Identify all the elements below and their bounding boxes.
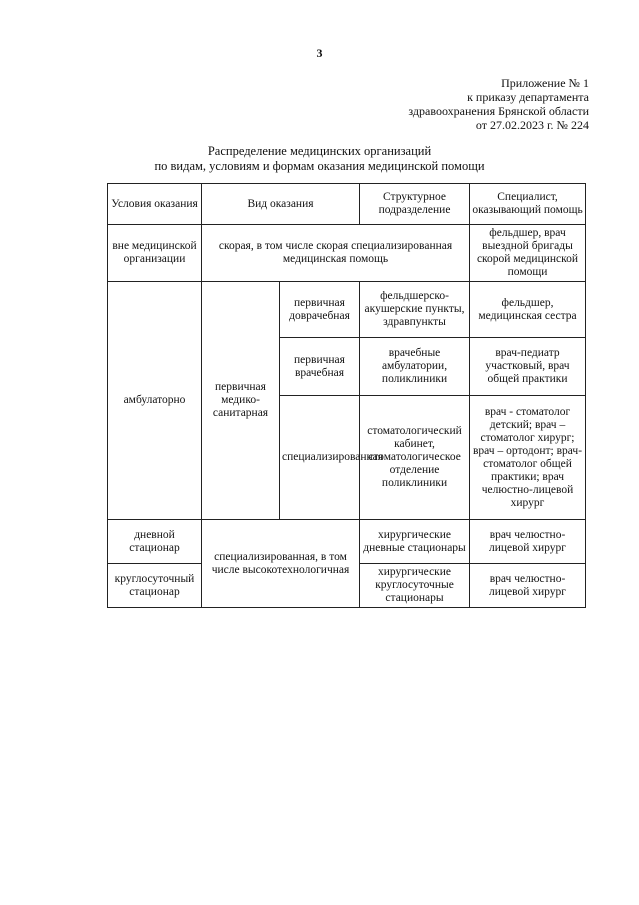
unit-cell: хирургические круглосуточные стационары — [360, 564, 470, 608]
title-line: Распределение медицинских организаций — [207, 144, 432, 158]
specialist-cell: врач челюстно-лицевой хирург — [470, 520, 586, 564]
specialist-cell: врач челюстно-лицевой хирург — [470, 564, 586, 608]
appendix-block — [329, 76, 589, 132]
appendix-line: от 27.02.2023 г. № 224 — [475, 118, 589, 132]
header-conditions: Условия оказания — [108, 184, 202, 225]
specialist-cell: фельдшер, медицинская сестра — [470, 282, 586, 338]
specialist-cell: врач - стоматолог детский; врач – стоматолог хирург; врач – ортодонт; врач-стоматолог общей практики; врач челюстно-лицевой хирург — [470, 396, 586, 520]
condition-cell: амбулаторно — [108, 282, 202, 520]
specialist-cell: врач-педиатр участковый, врач общей практики — [470, 338, 586, 396]
condition-cell: вне медицинской организации — [108, 225, 202, 282]
table-row — [108, 225, 586, 282]
subtype-cell: специализированная — [280, 396, 360, 520]
title-line: по видам, условиям и формам оказания медицинской помощи — [154, 159, 485, 173]
header-unit: Структурное подразделение — [360, 184, 470, 225]
table-row — [108, 282, 586, 338]
appendix-line: Приложение № 1 — [501, 76, 589, 90]
header-specialist: Специалист, оказывающий помощь — [470, 184, 586, 225]
appendix-line: здравоохранения Брянской области — [408, 104, 589, 118]
distribution-table — [107, 183, 586, 608]
unit-cell: врачебные амбулатории, поликлиники — [360, 338, 470, 396]
page-number: 3 — [316, 46, 323, 60]
condition-cell: дневной стационар — [108, 520, 202, 564]
condition-cell: круглосуточный стационар — [108, 564, 202, 608]
subtype-cell: первичная доврачебная — [280, 282, 360, 338]
unit-cell: хирургические дневные стационары — [360, 520, 470, 564]
appendix-line: к приказу департамента — [467, 90, 589, 104]
table-header-row — [108, 184, 586, 225]
table-row — [108, 520, 586, 564]
header-type: Вид оказания — [202, 184, 360, 225]
unit-cell: стоматологический кабинет, стоматологическое отделение поликлиники — [360, 396, 470, 520]
specialist-cell: фельдшер, врач выездной бригады скорой медицинской помощи — [470, 225, 586, 282]
document-title — [0, 144, 639, 174]
type-cell: скорая, в том числе скорая специализированная медицинская помощь — [202, 225, 470, 282]
type-cell: первичная медико-санитарная — [202, 282, 280, 520]
unit-cell: фельдшерско-акушерские пункты, здравпункты — [360, 282, 470, 338]
subtype-cell: первичная врачебная — [280, 338, 360, 396]
type-cell: специализированная, в том числе высокотехнологичная — [202, 520, 360, 608]
